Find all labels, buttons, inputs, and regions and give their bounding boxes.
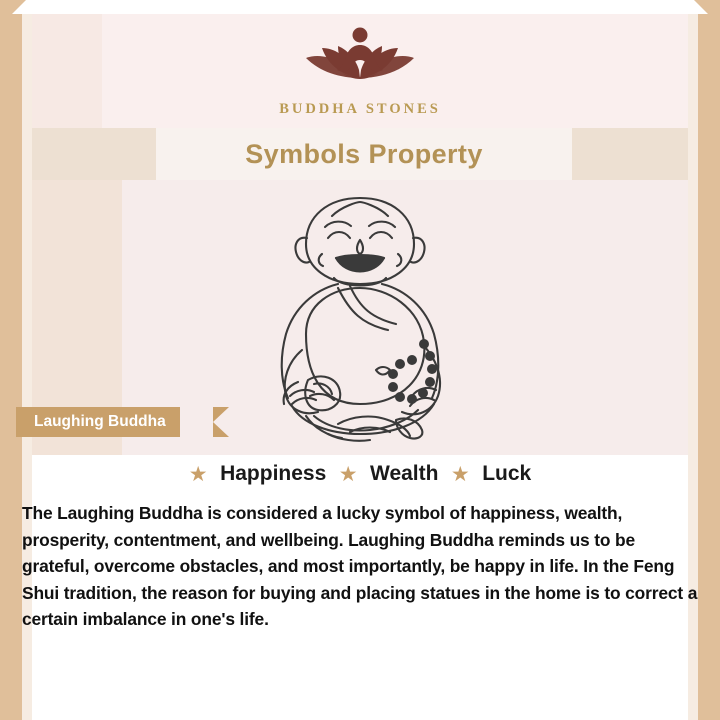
- star-icon: ★: [188, 463, 208, 486]
- ribbon-badge: [16, 407, 180, 437]
- title-left-wash: [32, 128, 156, 180]
- laughing-buddha-illustration-icon: [210, 184, 510, 452]
- brand-logo-block: [0, 18, 720, 118]
- description-paragraph: The Laughing Buddha is considered a lucky symbol of happiness, wealth, prosperity, contentment, and wellbeing. Laughing Buddha reminds us to be grateful, overcome obstacles, and most importantly, be happy in life. In the Feng Shui tradition, the reason for buying and placing statues in the home is to correct a certain imbalance in one's life.: [22, 503, 698, 629]
- page-title: Symbols Property: [245, 138, 483, 169]
- keyword-wealth: Wealth: [370, 462, 439, 485]
- keyword-luck: Luck: [482, 462, 532, 485]
- star-icon: ★: [338, 463, 358, 486]
- page-title-bar: [156, 128, 572, 180]
- star-icon: ★: [450, 463, 470, 486]
- lotus-meditation-logo-icon: [282, 79, 438, 96]
- ribbon-label: Laughing Buddha: [34, 413, 166, 430]
- ribbon-tail: [213, 407, 229, 437]
- title-right-wash: [572, 128, 688, 180]
- top-white-strip: [0, 0, 720, 14]
- brand-name: BUDDHA STONES: [279, 101, 441, 117]
- keywords-row: [32, 462, 688, 487]
- keyword-happiness: Happiness: [220, 462, 327, 485]
